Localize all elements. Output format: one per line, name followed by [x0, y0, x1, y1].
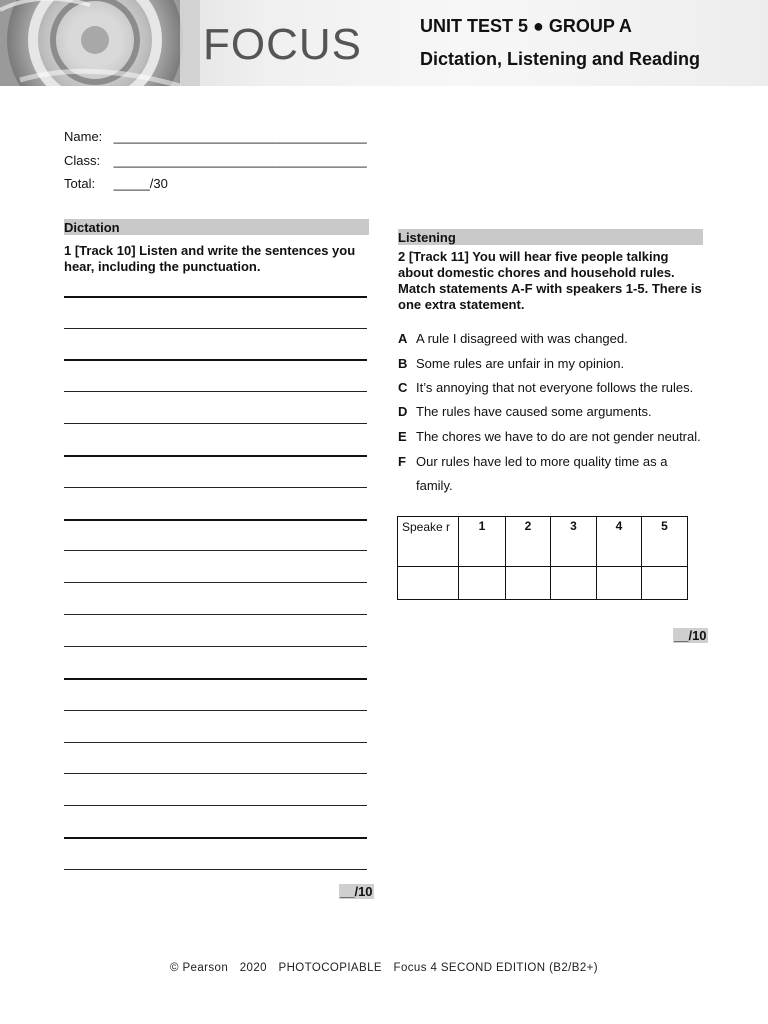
- writing-line[interactable]: [64, 837, 367, 839]
- statement-letter: A: [398, 331, 408, 346]
- unit-test-subtitle: Dictation, Listening and Reading: [420, 49, 701, 69]
- writing-line[interactable]: [64, 805, 367, 806]
- listening-instruction: 2 [Track 11] You will hear five people talking about domestic chores and household rules. Match statements A-F with speakers 1-5. There is one extra statement.: [398, 249, 702, 312]
- decorative-swirl-image: [0, 0, 200, 86]
- name-field[interactable]: [64, 129, 367, 144]
- table-answer-row[interactable]: [398, 567, 688, 600]
- writing-line[interactable]: [64, 328, 367, 329]
- listening-score: __/10: [674, 628, 707, 643]
- writing-line[interactable]: [64, 296, 367, 298]
- total-label: Total:: [64, 176, 96, 191]
- statement-text: It’s annoying that not everyone follows the rules.: [416, 380, 694, 395]
- dictation-score: __/10: [340, 884, 373, 899]
- dictation-instruction: 1 [Track 10] Listen and write the sentences you hear, including the punctuation.: [64, 243, 356, 274]
- answer-cell-speaker-3[interactable]: [551, 567, 597, 600]
- speaker-number-4: 4: [597, 517, 642, 567]
- focus-logo: FOCUS: [203, 20, 362, 69]
- total-field[interactable]: [64, 176, 168, 191]
- speaker-row-header: Speake r: [398, 517, 459, 567]
- speaker-number-3: 3: [551, 517, 597, 567]
- writing-line[interactable]: [64, 678, 367, 680]
- answer-cell-speaker-2[interactable]: [506, 567, 551, 600]
- dictation-heading: Dictation: [64, 219, 369, 235]
- answer-cell-label: [398, 567, 459, 600]
- statement-letter: C: [398, 380, 408, 395]
- writing-line[interactable]: [64, 773, 367, 774]
- statement-letter: F: [398, 454, 406, 469]
- answer-cell-speaker-1[interactable]: [459, 567, 506, 600]
- writing-line[interactable]: [64, 614, 367, 615]
- writing-line[interactable]: [64, 550, 367, 551]
- statement-text: The chores we have to do are not gender neutral.: [416, 429, 701, 444]
- answer-cell-speaker-5[interactable]: [642, 567, 688, 600]
- writing-line[interactable]: [64, 710, 367, 711]
- writing-line[interactable]: [64, 423, 367, 424]
- statement-letter: D: [398, 404, 408, 419]
- writing-line[interactable]: [64, 391, 367, 392]
- answer-cell-speaker-4[interactable]: [597, 567, 642, 600]
- writing-line[interactable]: [64, 519, 367, 521]
- speaker-number-2: 2: [506, 517, 551, 567]
- footer-copyright: © Pearson: [170, 962, 229, 974]
- writing-line[interactable]: [64, 869, 367, 870]
- page-footer: [0, 962, 768, 974]
- statement-text: A rule I disagreed with was changed.: [416, 331, 628, 346]
- statement-text: Some rules are unfair in my opinion.: [416, 356, 625, 371]
- statement-letter: E: [398, 429, 407, 444]
- footer-edition: Focus 4 SECOND EDITION (B2/B2+): [393, 962, 598, 974]
- statement-text: The rules have caused some arguments.: [416, 404, 652, 419]
- writing-line[interactable]: [64, 359, 367, 361]
- unit-test-title: UNIT TEST 5 ● GROUP A: [420, 16, 632, 36]
- table-header-row: [398, 517, 688, 567]
- listening-heading: Listening: [398, 229, 703, 245]
- statement-text: Our rules have led to more quality time as a family.: [416, 454, 668, 493]
- name-label: Name:: [64, 129, 103, 144]
- class-blank[interactable]: ___________________________________: [113, 153, 367, 168]
- page-header: [0, 0, 768, 86]
- speaker-number-5: 5: [642, 517, 688, 567]
- speaker-number-1: 1: [459, 517, 506, 567]
- writing-line[interactable]: [64, 582, 367, 583]
- statement-letter: B: [398, 356, 408, 371]
- writing-line[interactable]: [64, 742, 367, 743]
- footer-photocopiable: PHOTOCOPIABLE: [278, 962, 382, 974]
- writing-line[interactable]: [64, 455, 367, 457]
- class-field[interactable]: [64, 153, 367, 168]
- footer-year: 2020: [239, 962, 267, 974]
- writing-line[interactable]: [64, 487, 367, 488]
- speaker-answer-table: [397, 516, 688, 600]
- class-label: Class:: [64, 153, 101, 168]
- name-blank[interactable]: ___________________________________: [113, 129, 367, 144]
- writing-line[interactable]: [64, 646, 367, 647]
- total-blank[interactable]: _____/30: [113, 176, 168, 191]
